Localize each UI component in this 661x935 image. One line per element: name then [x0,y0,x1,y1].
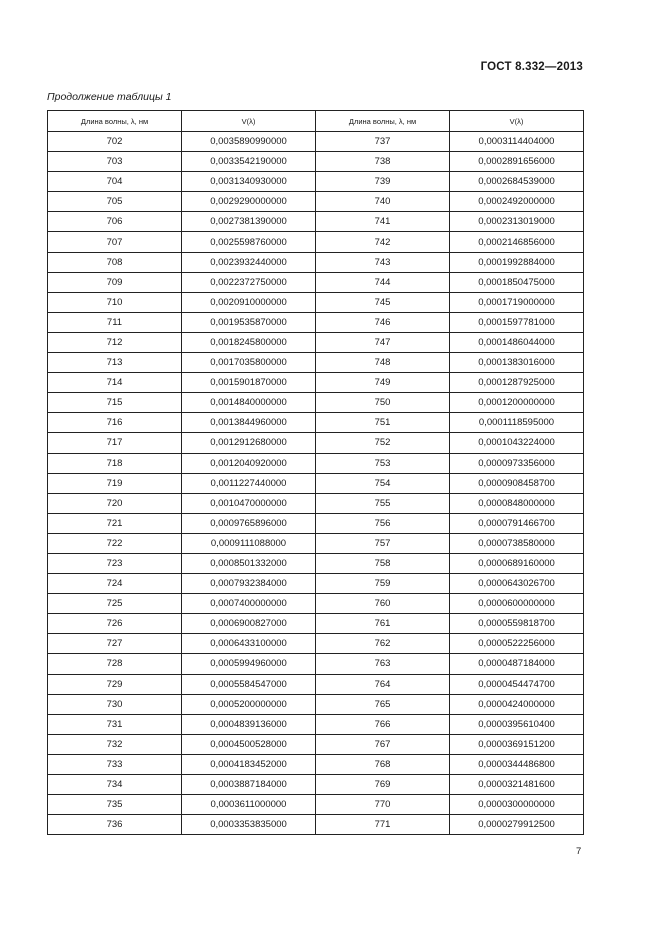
page-number: 7 [576,846,582,857]
wavelength-cell: 754 [316,473,450,493]
v-lambda-cell: 0,0001486044000 [450,332,584,352]
wavelength-cell: 765 [316,694,450,714]
table-body [48,132,584,835]
v-lambda-cell: 0,0020910000000 [182,292,316,312]
wavelength-cell: 770 [316,795,450,815]
v-lambda-cell: 0,0003611000000 [182,795,316,815]
table-row [48,433,584,453]
wavelength-cell: 744 [316,272,450,292]
wavelength-cell: 747 [316,332,450,352]
v-lambda-cell: 0,0001287925000 [450,373,584,393]
wavelength-cell: 731 [48,714,182,734]
table-row [48,212,584,232]
table-row [48,533,584,553]
wavelength-cell: 739 [316,172,450,192]
wavelength-cell: 769 [316,775,450,795]
v-lambda-cell: 0,0000424000000 [450,694,584,714]
wavelength-cell: 748 [316,353,450,373]
v-lambda-cell: 0,0023932440000 [182,252,316,272]
wavelength-cell: 740 [316,192,450,212]
v-lambda-cell: 0,0003114404000 [450,132,584,152]
wavelength-cell: 708 [48,252,182,272]
wavelength-cell: 729 [48,674,182,694]
v-lambda-cell: 0,0001992884000 [450,252,584,272]
v-lambda-cell: 0,0015901870000 [182,373,316,393]
v-lambda-cell: 0,0022372750000 [182,272,316,292]
table-header-row [48,111,584,132]
v-lambda-cell: 0,0000908458700 [450,473,584,493]
v-lambda-cell: 0,0005994960000 [182,654,316,674]
table-row [48,634,584,654]
v-lambda-cell: 0,0001383016000 [450,353,584,373]
v-lambda-cell: 0,0014840000000 [182,393,316,413]
wavelength-cell: 767 [316,734,450,754]
wavelength-cell: 707 [48,232,182,252]
wavelength-cell: 718 [48,453,182,473]
table-row [48,353,584,373]
header-v-lambda-2: V(λ) [450,111,584,132]
v-lambda-cell: 0,0000973356000 [450,453,584,473]
v-lambda-cell: 0,0029290000000 [182,192,316,212]
header-wavelength-2: Длина волны, λ, нм [316,111,450,132]
v-lambda-cell: 0,0019535870000 [182,312,316,332]
wavelength-cell: 764 [316,674,450,694]
wavelength-cell: 760 [316,594,450,614]
table-row [48,654,584,674]
wavelength-cell: 726 [48,614,182,634]
wavelength-cell: 756 [316,513,450,533]
wavelength-cell: 716 [48,413,182,433]
wavelength-cell: 745 [316,292,450,312]
wavelength-cell: 732 [48,734,182,754]
wavelength-cell: 702 [48,132,182,152]
v-lambda-cell: 0,0000689160000 [450,553,584,573]
table-row [48,312,584,332]
wavelength-cell: 712 [48,332,182,352]
v-lambda-cell: 0,0001118595000 [450,413,584,433]
wavelength-cell: 703 [48,152,182,172]
v-lambda-cell: 0,0002684539000 [450,172,584,192]
header-wavelength-1: Длина волны, λ, нм [48,111,182,132]
wavelength-cell: 713 [48,353,182,373]
v-lambda-cell: 0,0009111088000 [182,533,316,553]
v-lambda-cell: 0,0004839136000 [182,714,316,734]
wavelength-cell: 714 [48,373,182,393]
v-lambda-cell: 0,0001043224000 [450,433,584,453]
v-lambda-cell: 0,0000848000000 [450,493,584,513]
table-row [48,553,584,573]
wavelength-cell: 758 [316,553,450,573]
v-lambda-cell: 0,0000559818700 [450,614,584,634]
wavelength-cell: 723 [48,553,182,573]
wavelength-cell: 755 [316,493,450,513]
v-lambda-cell: 0,0000791466700 [450,513,584,533]
wavelength-cell: 761 [316,614,450,634]
wavelength-cell: 743 [316,252,450,272]
wavelength-cell: 721 [48,513,182,533]
wavelength-cell: 749 [316,373,450,393]
v-lambda-cell: 0,0003353835000 [182,815,316,835]
wavelength-cell: 737 [316,132,450,152]
table-row [48,453,584,473]
table-row [48,513,584,533]
v-lambda-cell: 0,0000279912500 [450,815,584,835]
v-lambda-cell: 0,0004183452000 [182,754,316,774]
table-row [48,714,584,734]
v-lambda-cell: 0,0005584547000 [182,674,316,694]
wavelength-cell: 709 [48,272,182,292]
v-lambda-cell: 0,0002146856000 [450,232,584,252]
table-row [48,152,584,172]
table-row [48,754,584,774]
v-lambda-cell: 0,0000487184000 [450,654,584,674]
v-lambda-cell: 0,0013844960000 [182,413,316,433]
table-row [48,232,584,252]
document-code: ГОСТ 8.332—2013 [480,61,583,73]
table-row [48,795,584,815]
v-lambda-cell: 0,0000643026700 [450,574,584,594]
table-row [48,594,584,614]
v-lambda-cell: 0,0035890990000 [182,132,316,152]
v-lambda-cell: 0,0008501332000 [182,553,316,573]
table-row [48,614,584,634]
wavelength-cell: 719 [48,473,182,493]
table-row [48,574,584,594]
v-lambda-cell: 0,0010470000000 [182,493,316,513]
v-lambda-cell: 0,0000600000000 [450,594,584,614]
table-row [48,734,584,754]
wavelength-cell: 738 [316,152,450,172]
wavelength-cell: 741 [316,212,450,232]
table-row [48,815,584,835]
v-lambda-cell: 0,0002313019000 [450,212,584,232]
wavelength-cell: 720 [48,493,182,513]
wavelength-cell: 704 [48,172,182,192]
table-row [48,473,584,493]
v-lambda-cell: 0,0027381390000 [182,212,316,232]
v-lambda-cell: 0,0000454474700 [450,674,584,694]
wavelength-cell: 768 [316,754,450,774]
v-lambda-cell: 0,0001200000000 [450,393,584,413]
wavelength-cell: 742 [316,232,450,252]
wavelength-cell: 733 [48,754,182,774]
wavelength-cell: 711 [48,312,182,332]
v-lambda-cell: 0,0002891656000 [450,152,584,172]
table-row [48,272,584,292]
v-lambda-cell: 0,0006900827000 [182,614,316,634]
wavelength-cell: 724 [48,574,182,594]
v-lambda-cell: 0,0031340930000 [182,172,316,192]
v-lambda-cell: 0,0012040920000 [182,453,316,473]
v-lambda-cell: 0,0005200000000 [182,694,316,714]
wavelength-cell: 752 [316,433,450,453]
wavelength-cell: 763 [316,654,450,674]
v-lambda-cell: 0,0033542190000 [182,152,316,172]
v-lambda-cell: 0,0002492000000 [450,192,584,212]
v-lambda-cell: 0,0004500528000 [182,734,316,754]
wavelength-cell: 753 [316,453,450,473]
wavelength-cell: 727 [48,634,182,654]
wavelength-cell: 735 [48,795,182,815]
v-lambda-cell: 0,0017035800000 [182,353,316,373]
v-lambda-cell: 0,0000738580000 [450,533,584,553]
v-lambda-cell: 0,0018245800000 [182,332,316,352]
wavelength-cell: 717 [48,433,182,453]
v-lambda-cell: 0,0003887184000 [182,775,316,795]
table-row [48,413,584,433]
wavelength-cell: 715 [48,393,182,413]
v-lambda-cell: 0,0000369151200 [450,734,584,754]
v-lambda-cell: 0,0006433100000 [182,634,316,654]
data-table [47,110,584,835]
v-lambda-cell: 0,0000395610400 [450,714,584,734]
v-lambda-cell: 0,0012912680000 [182,433,316,453]
v-lambda-cell: 0,0007400000000 [182,594,316,614]
table-row [48,192,584,212]
wavelength-cell: 766 [316,714,450,734]
wavelength-cell: 736 [48,815,182,835]
wavelength-cell: 725 [48,594,182,614]
wavelength-cell: 705 [48,192,182,212]
v-lambda-cell: 0,0009765896000 [182,513,316,533]
v-lambda-cell: 0,0001597781000 [450,312,584,332]
wavelength-cell: 750 [316,393,450,413]
v-lambda-cell: 0,0000344486800 [450,754,584,774]
wavelength-cell: 771 [316,815,450,835]
v-lambda-cell: 0,0000321481600 [450,775,584,795]
table-row [48,292,584,312]
v-lambda-cell: 0,0000522256000 [450,634,584,654]
v-lambda-cell: 0,0011227440000 [182,473,316,493]
table-row [48,332,584,352]
wavelength-cell: 751 [316,413,450,433]
wavelength-cell: 728 [48,654,182,674]
wavelength-cell: 730 [48,694,182,714]
table-row [48,373,584,393]
v-lambda-cell: 0,0007932384000 [182,574,316,594]
wavelength-cell: 710 [48,292,182,312]
wavelength-cell: 757 [316,533,450,553]
table-row [48,775,584,795]
wavelength-cell: 734 [48,775,182,795]
table-row [48,132,584,152]
v-lambda-cell: 0,0001850475000 [450,272,584,292]
wavelength-cell: 746 [316,312,450,332]
v-lambda-cell: 0,0001719000000 [450,292,584,312]
table-row [48,493,584,513]
table-row [48,694,584,714]
wavelength-cell: 759 [316,574,450,594]
wavelength-cell: 706 [48,212,182,232]
wavelength-cell: 762 [316,634,450,654]
table-caption: Продолжение таблицы 1 [47,91,172,103]
header-v-lambda-1: V(λ) [182,111,316,132]
table-row [48,393,584,413]
wavelength-cell: 722 [48,533,182,553]
v-lambda-cell: 0,0025598760000 [182,232,316,252]
table-row [48,172,584,192]
v-lambda-cell: 0,0000300000000 [450,795,584,815]
table-row [48,252,584,272]
table-row [48,674,584,694]
